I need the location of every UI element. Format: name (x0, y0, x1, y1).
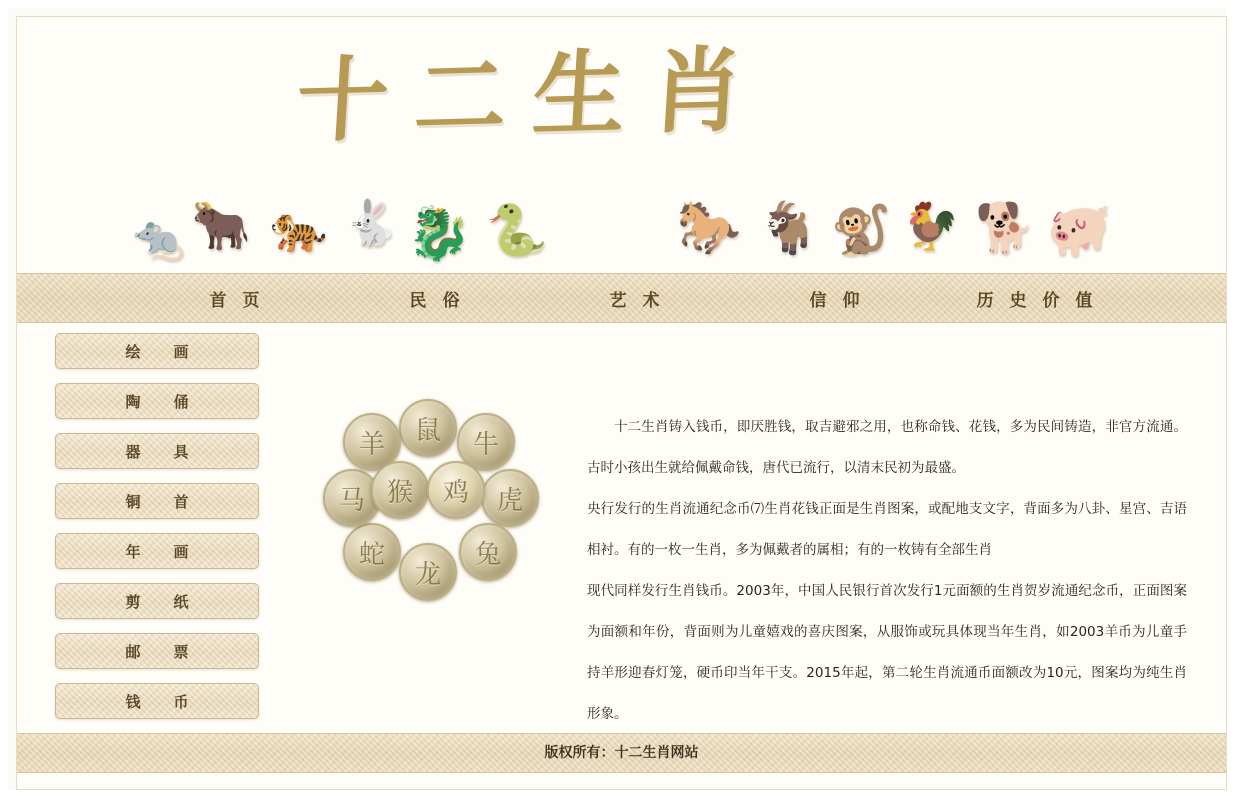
sidebar-item-pottery-figurine[interactable]: 陶 俑 (55, 383, 259, 419)
coin-2: 牛 (457, 413, 515, 471)
sidebar (55, 333, 261, 733)
coin-3: 虎 (481, 469, 539, 527)
sidebar-item-new-year-picture[interactable]: 年 画 (55, 533, 259, 569)
pig-origami-icon: 🐖 (1046, 200, 1112, 260)
page-frame (16, 16, 1227, 790)
coin-9: 猴 (371, 461, 429, 519)
coin-7: 马 (323, 469, 381, 527)
sidebar-item-painting[interactable]: 绘 画 (55, 333, 259, 369)
tiger-origami-icon: 🐅 (270, 201, 328, 255)
sidebar-item-stamp[interactable]: 邮 票 (55, 633, 259, 669)
horse-origami-icon: 🐎 (676, 198, 742, 258)
nav-item-belief[interactable]: 信 仰 (809, 290, 865, 311)
nav-item-folk-custom[interactable]: 民 俗 (409, 290, 465, 311)
goat-origami-icon: 🐐 (757, 199, 821, 257)
snake-origami-icon: 🐍 (485, 201, 549, 259)
sidebar-item-coin[interactable]: 钱 币 (55, 683, 259, 719)
sidebar-item-bronze-head[interactable]: 铜 首 (55, 483, 259, 519)
nav-list (17, 274, 1226, 322)
rabbit-origami-icon: 🐇 (343, 198, 399, 249)
nav-item-history-value[interactable]: 历 史 价 值 (976, 290, 1098, 311)
site-footer: 版权所有：十二生肖网站 (17, 733, 1226, 773)
coin-6: 蛇 (343, 523, 401, 581)
dragon-origami-icon: 🐉 (406, 204, 472, 264)
nav-item-home[interactable]: 首 页 (209, 290, 265, 311)
dog-origami-icon: 🐕 (975, 200, 1035, 256)
sidebar-item-utensils[interactable]: 器 具 (55, 433, 259, 469)
rooster-origami-icon: 🐓 (902, 199, 960, 253)
coin-8: 羊 (343, 413, 401, 471)
nav-item-art[interactable]: 艺 术 (609, 290, 665, 311)
monkey-origami-icon: 🐒 (831, 202, 891, 258)
coin-1: 鼠 (399, 399, 457, 457)
coin-10: 鸡 (427, 461, 485, 519)
coin-4: 兔 (459, 523, 517, 581)
banner-title: 十二生肖 (293, 34, 773, 156)
zodiac-coin-wheel-image (335, 399, 545, 599)
article-body (587, 407, 1187, 735)
ox-origami-icon: 🐂 (191, 198, 251, 254)
zodiac-origami-strip (112, 157, 1172, 267)
coin-5: 龙 (399, 543, 457, 601)
main-navigation (17, 273, 1226, 323)
sidebar-item-paper-cutting[interactable]: 剪 纸 (55, 583, 259, 619)
article-paragraph-3: 现代同样发行生肖钱币。2003年，中国人民银行首次发行1元面额的生肖贺岁流通纪念币，正面图案为面额和年份，背面则为儿童嬉戏的喜庆图案，从服饰或玩具体现当年生肖，如2003羊币为儿童手持羊形迎春灯笼，硬币印当年干支。2015年起，第二轮生肖流通币面额改为10元，图案均为纯生肖形象。 (587, 583, 1187, 722)
article-paragraph-2: 央行发行的生肖流通纪念币⑺生肖花钱正面是生肖图案，或配地支文字，背面多为八卦、星宫、吉语相衬。有的一枚一生肖，多为佩戴者的属相；有的一枚铸有全部生肖 (587, 501, 1187, 558)
article-paragraph-1: 十二生肖铸入钱币，即厌胜钱，取吉避邪之用，也称命钱、花钱，多为民间铸造，非官方流通。古时小孩出生就给佩戴命钱，唐代已流行，以清末民初为最盛。 (587, 419, 1187, 476)
rat-origami-icon: 🐀 (132, 213, 186, 262)
site-banner (17, 17, 1226, 267)
